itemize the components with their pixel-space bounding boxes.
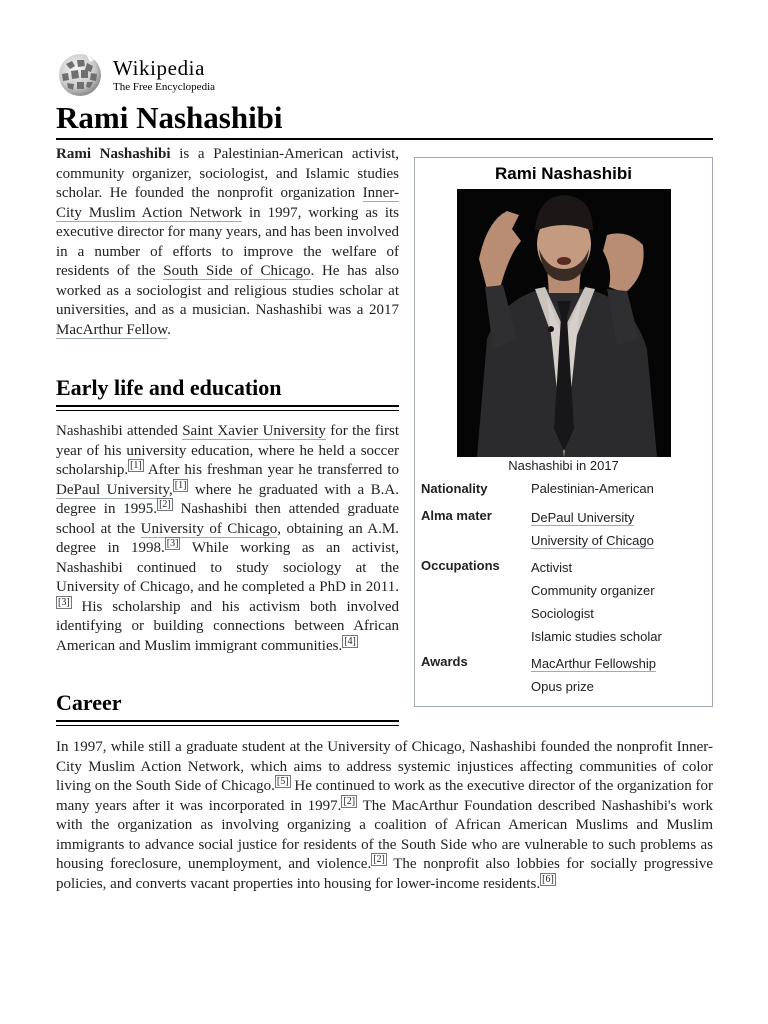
infobox-value: Activist [531,560,573,575]
wikipedia-wordmark: Wikipedia [113,55,206,80]
link-university-of-chicago[interactable]: University of Chicago [140,520,278,537]
intro-paragraph [56,145,399,340]
photo-caption: Nashashibi in 2017 [508,458,619,473]
text: He continued to work as the executive director of the organization for many years after it was incorporated in 1997. [56,778,713,814]
infobox-label: Alma mater [421,508,492,523]
reference-link[interactable]: [5] [276,776,289,787]
heading-divider [56,720,399,722]
text: Nashashibi attended [56,423,183,439]
heading-divider [56,725,399,726]
link-saint-xavier-university[interactable]: Saint Xavier University [182,423,326,439]
heading-divider [56,410,399,411]
reference-link[interactable]: [3] [166,538,179,549]
infobox-value: Islamic studies scholar [531,629,662,644]
infobox-row-occupations [421,556,706,648]
text: In 1997, while still a graduate student at the University of Chicago, Nashashibi founded the nonprofit Inner-City Muslim Action Network, which aims to address systemic injustices affecting communities of color living on the South Side of Chicago. [56,739,713,794]
infobox-label: Awards [421,654,468,669]
reference-link[interactable]: [4] [344,635,356,647]
reference-link[interactable]: [2] [343,795,356,807]
heading-career: Career [56,690,122,715]
text: is a Palestinian-American activist, community organizer, sociologist, and Islamic studies scholar. He founded the nonprofit organization [56,146,399,201]
wikipedia-tagline: The Free Encyclopedia [113,80,216,93]
heading-early-life: Early life and education [56,375,282,400]
link-inner-city-muslim-action-network[interactable]: Inner-City Muslim Action Network [56,185,399,221]
wikipedia-globe-icon [56,52,104,98]
text: , [169,481,173,498]
infobox-title: Rami Nashashibi [495,164,632,183]
infobox-value: Sociologist [531,606,594,621]
infobox-label: Occupations [421,558,500,573]
link-university-of-chicago[interactable]: University of Chicago [531,533,654,548]
page-title: Rami Nashashibi [56,100,283,135]
infobox-value: Opus prize [531,679,594,694]
reference-link[interactable]: [3] [58,596,70,608]
text: . He has also worked as a sociologist and religious studies scholar at universities, and as a musician. Nashashibi was a 2017 [56,263,399,318]
reference-link[interactable]: [2] [373,854,385,865]
early-life-paragraph [56,422,399,656]
text: . [167,321,171,338]
infobox-value: Community organizer [531,583,655,598]
career-paragraph [56,738,713,894]
title-divider [56,138,713,140]
article-page [56,52,713,894]
portrait-photo[interactable] [457,189,671,457]
text: While working as an activist, Nashashibi continued to study sociology at the University of Chicago, and he completed a PhD in 2011. [56,540,399,595]
infobox-row-alma-mater [421,506,706,552]
infobox-value: Palestinian-American [531,481,654,496]
text: , obtaining an A.M. degree in 1998. [56,520,399,556]
infobox [414,157,713,707]
infobox-row-nationality [421,479,706,502]
reference-link[interactable]: [6] [542,873,554,885]
wikipedia-logo[interactable] [56,52,713,98]
reference-link[interactable]: [1] [130,460,142,471]
text: for the first year of his university education, where he held a soccer scholarship. [56,423,399,478]
text: The nonprofit also lobbies for socially progressive policies, and converts vacant properties into housing for lower-income residents. [56,856,713,892]
text: in 1997, working as its executive director for many years, and has been involved in a number of efforts to improve the welfare of residents of the [56,204,399,279]
text: His scholarship and his activism both involved identifying or building connections between African American and Muslim immigrant communities. [56,598,399,654]
link-south-side-of-chicago[interactable]: South Side of Chicago [163,263,311,279]
text: where he graduated with a B.A. degree in 1995. [56,481,399,517]
article-left-column [56,145,399,726]
text: Nashashibi then attended graduate school at the [56,501,399,537]
infobox-row-awards [421,652,706,698]
reference-link[interactable]: [1] [174,479,187,491]
link-depaul-university[interactable]: DePaul University [531,510,635,525]
link-macarthur-fellowship[interactable]: MacArthur Fellowship [531,656,656,671]
text: After his freshman year he transferred to [143,462,399,478]
link-depaul-university[interactable]: DePaul University [56,481,170,498]
text: The MacArthur Foundation described Nashashibi's work with the organization as involving organizing a coalition of African American Muslims and Muslim immigrants to advance social justice for residents of the South Side who are vulnerable to such problems as housing foreclosure, unemployment, and violence. [56,797,714,872]
infobox-label: Nationality [421,481,488,496]
subject-name: Rami Nashashibi [56,146,171,162]
heading-divider [56,405,399,407]
link-macarthur-fellow[interactable]: MacArthur Fellow [56,321,168,338]
infobox-table [421,479,706,698]
reference-link[interactable]: [2] [159,499,171,510]
